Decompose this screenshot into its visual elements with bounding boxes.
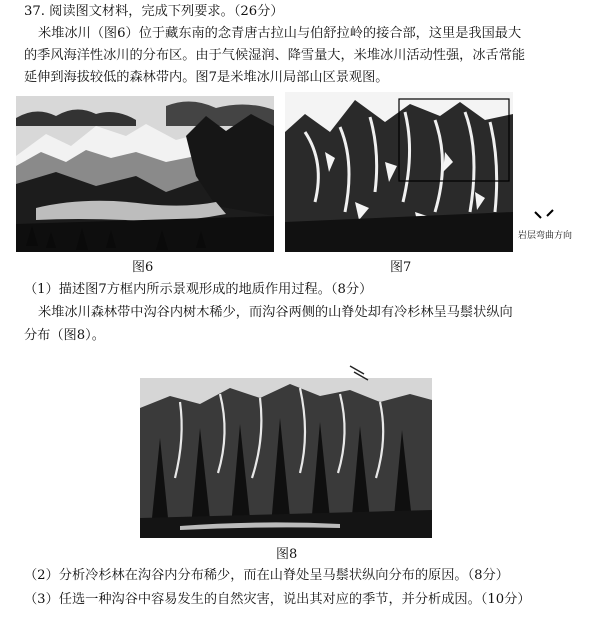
paragraph-1-line-3: 延伸到海拔较低的森林带内。图7是米堆冰川局部山区景观图。: [24, 70, 389, 85]
figure-6-image: [16, 96, 274, 252]
figure-6-caption: 图6: [132, 260, 154, 275]
figure-7-caption: 图7: [390, 260, 412, 275]
figure-8-image: [140, 378, 432, 538]
paragraph-1-line-1: 米堆冰川（图6）位于藏东南的念青唐古拉山与伯舒拉岭的接合部，这里是我国最大: [38, 26, 522, 41]
fold-direction-icon: [533, 206, 555, 222]
paragraph-1-line-2: 的季风海洋性冰川的分布区。由于气候湿润、降雪量大，米堆冰川活动性强，冰舌常能: [24, 48, 526, 63]
paragraph-2-line-1: 米堆冰川森林带中沟谷内树木稀少，而沟谷两侧的山脊处却有冷杉林呈马鬃状纵向: [38, 305, 513, 320]
question-1: （1）描述图7方框内所示景观形成的地质作用过程。（8分）: [24, 282, 373, 297]
question-3: （3）任选一种沟谷中容易发生的自然灾害，说出其对应的季节，并分析成因。（10分）: [24, 592, 531, 607]
paragraph-2-line-2: 分布（图8）。: [24, 328, 105, 343]
figure-8-caption: 图8: [276, 547, 298, 562]
fold-direction-label: 岩层弯曲方向: [518, 231, 573, 241]
scan-mark-icon: [348, 362, 378, 384]
question-2: （2）分析冷杉林在沟谷内分布稀少，而在山脊处呈马鬃状纵向分布的原因。（8分）: [24, 568, 509, 583]
figure-7-image: [285, 92, 513, 252]
question-header: 37. 阅读图文材料，完成下列要求。（26分）: [24, 4, 284, 19]
